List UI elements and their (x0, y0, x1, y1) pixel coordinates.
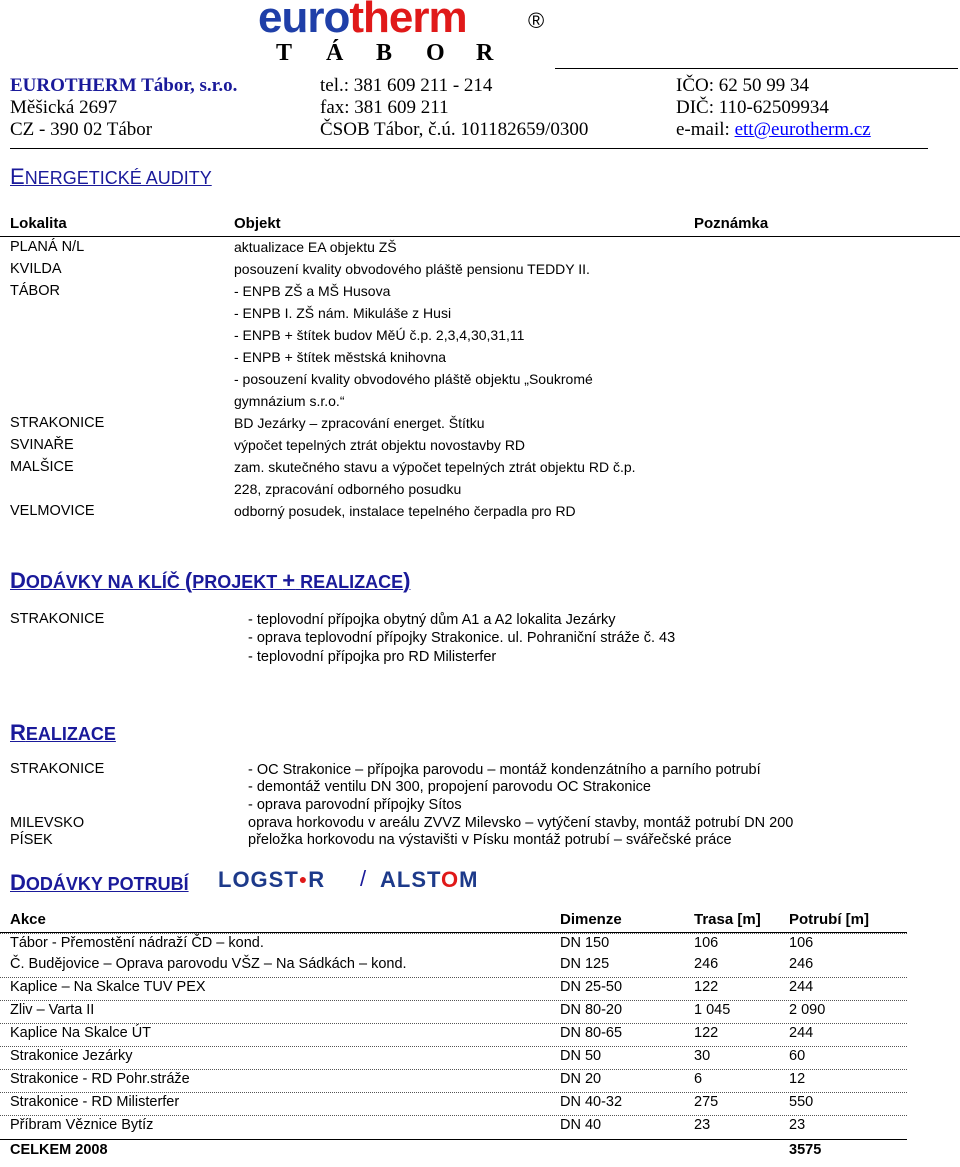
turnkey-location: STRAKONICE (10, 611, 105, 627)
realization-item: - oprava parovodní přípojky Sítos (248, 797, 462, 813)
audit-object: 228, zpracování odborného posudku (234, 481, 462, 497)
realization-location: PÍSEK (10, 832, 53, 848)
table-row: Kaplice – Na Skalce TUV PEX DN 25-50 122 244 (0, 977, 907, 1000)
realization-item: přeložka horkovodu na výstavišti v Písku montáž potrubí – svářečské práce (248, 832, 732, 848)
realization-item: oprava horkovodu v areálu ZVVZ Milevsko – vytýčení stavby, montáž potrubí DN 200 (248, 815, 794, 831)
turnkey-item: - teplovodní přípojka pro RD Milisterfer (248, 649, 497, 665)
registered-mark: ® (528, 8, 545, 33)
section-title-audits: ENERGETICKÉ AUDITY (10, 164, 212, 189)
audits-table (0, 237, 960, 527)
table-row: Strakonice - RD Milisterfer DN 40-32 275 550 (0, 1092, 907, 1115)
audit-object: aktualizace EA objektu ZŠ (234, 239, 397, 255)
section-title-realization: REALIZACE (10, 720, 116, 745)
pipes-header-dimension: Dimenze (560, 911, 622, 928)
realization-location: STRAKONICE (10, 761, 105, 777)
eurotherm-logo (258, 2, 558, 72)
audit-location: STRAKONICE (10, 415, 105, 431)
audit-object: odborný posudek, instalace tepelného čerpadla pro RD (234, 503, 576, 519)
audits-header-object: Objekt (234, 215, 281, 232)
logo-wordmark: eurotherm (258, 0, 467, 42)
pipes-table (0, 933, 907, 1167)
email-link[interactable]: ett@eurotherm.cz (734, 119, 871, 140)
table-row: Č. Budějovice – Oprava parovodu VŠZ – Na Sádkách – kond. DN 125 246 246 (10, 956, 814, 972)
table-row: Kaplice Na Skalce ÚT DN 80-65 122 244 (0, 1023, 907, 1046)
table-row: Strakonice Jezárky DN 50 30 60 (0, 1046, 907, 1069)
audits-header-location: Lokalita (10, 215, 67, 232)
audit-object: BD Jezárky – zpracování energet. Štítku (234, 415, 485, 431)
audit-object: posouzení kvality obvodového pláště pensionu TEDDY II. (234, 261, 590, 277)
audit-location: VELMOVICE (10, 503, 95, 519)
audit-location: MALŠICE (10, 459, 74, 475)
alstom-logo: ALSTOM (380, 867, 479, 892)
table-total-row: CELKEM 2008 3575 (0, 1139, 907, 1162)
table-row: Strakonice - RD Pohr.stráže DN 20 6 12 (0, 1069, 907, 1092)
header-top-rule (555, 68, 958, 69)
audit-object: výpočet tepelných ztrát objektu novostavby RD (234, 437, 526, 453)
turnkey-item: - oprava teplovodní přípojky Strakonice. ul. Pohraniční stráže č. 43 (248, 630, 676, 646)
company-contact: tel.: 381 609 211 - 214 fax: 381 609 211 ČSOB Tábor, č.ú. 101182659/0300 (320, 75, 589, 140)
pipes-header-pipe: Potrubí [m] (789, 911, 869, 928)
audit-object: - ENPB I. ZŠ nám. Mikuláše z Husi (234, 305, 452, 321)
company-ids: IČO: 62 50 99 34 DIČ: 110-62509934 e-mail: ett@eurotherm.cz (676, 75, 871, 140)
realization-item: - OC Strakonice – přípojka parovodu – montáž kondenzátního a parního potrubí (248, 762, 761, 778)
turnkey-item: - teplovodní přípojka obytný dům A1 a A2 lokalita Jezárky (248, 612, 616, 628)
logo-city-tabor: T Á B O R (276, 40, 494, 66)
section-title-turnkey: DODÁVKY NA KLÍČ (PROJEKT + REALIZACE) (10, 568, 411, 593)
pipes-header-action: Akce (10, 911, 46, 928)
audit-location: TÁBOR (10, 283, 60, 299)
audit-object: - posouzení kvality obvodového pláště objektu „Soukromé (234, 371, 593, 387)
table-row: Příbram Věznice Bytíz DN 40 23 23 (0, 1115, 907, 1138)
pipes-header-route: Trasa [m] (694, 911, 761, 928)
audit-location: PLANÁ N/L (10, 239, 85, 255)
realization-location: MILEVSKO (10, 815, 85, 831)
audits-header-note: Poznámka (694, 215, 769, 232)
audit-location: SVINAŘE (10, 437, 74, 453)
audit-object: - ENPB + štítek budov MěÚ č.p. 2,3,4,30,31,11 (234, 327, 525, 343)
realization-item: - demontáž ventilu DN 300, propojení parovodu OC Strakonice (248, 779, 651, 795)
audit-location: KVILDA (10, 261, 62, 277)
audit-object: - ENPB + štítek městská knihovna (234, 349, 447, 365)
header-bottom-rule (10, 148, 928, 149)
audit-object: - ENPB ZŠ a MŠ Husova (234, 283, 391, 299)
logstor-logo: LOGST●R (218, 867, 326, 892)
audit-object: gymnázium s.r.o.“ (234, 393, 345, 409)
brand-separator: / (360, 866, 367, 891)
table-row: Tábor - Přemostění nádraží ČD – kond. DN 150 106 106 (0, 933, 907, 956)
audit-object: zam. skutečného stavu a výpočet tepelných ztrát objektu RD č.p. (234, 459, 636, 475)
company-address: EUROTHERM Tábor, s.r.o. Měšická 2697 CZ - 390 02 Tábor (10, 75, 238, 140)
section-title-pipes: DODÁVKY POTRUBÍ (10, 870, 189, 895)
table-row: Zliv – Varta II DN 80-20 1 045 2 090 (0, 1000, 907, 1023)
